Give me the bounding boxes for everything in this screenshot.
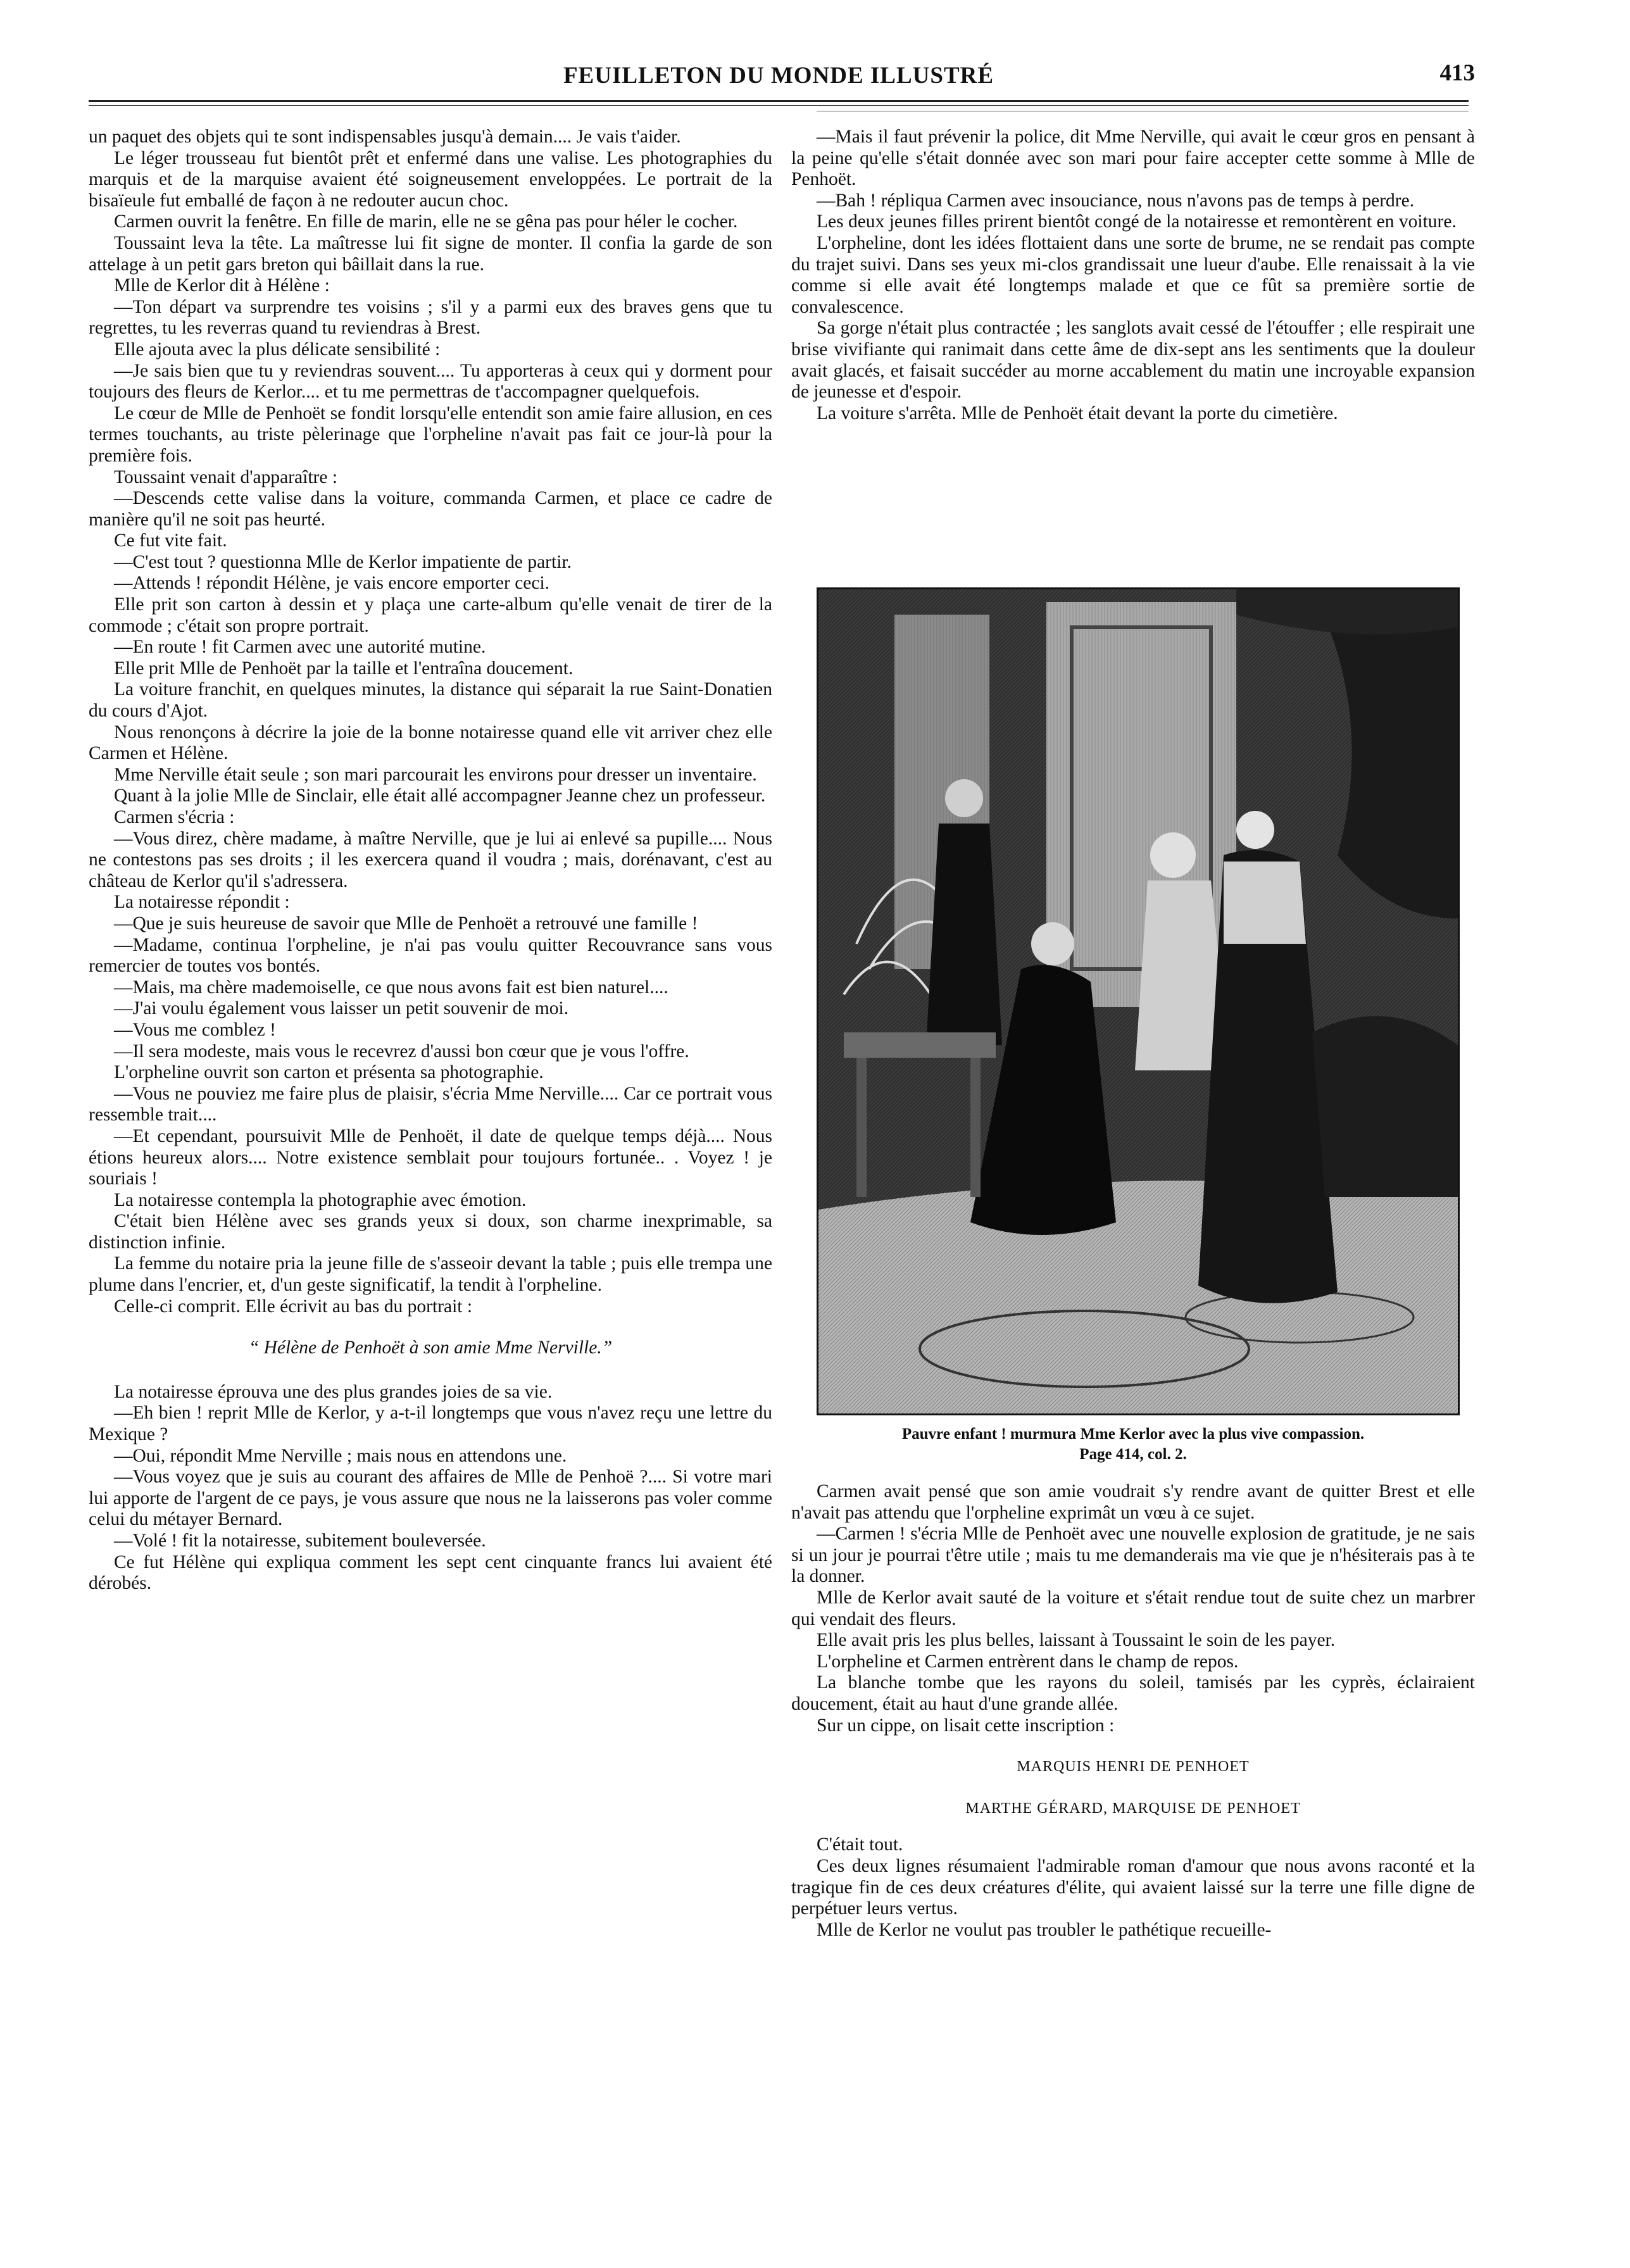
tomb-inscription-line: MARQUIS HENRI DE PENHOET xyxy=(1017,1758,1250,1776)
paragraph: C'était bien Hélène avec ses grands yeux si doux, son charme inexprimable, sa distinction infinie. xyxy=(89,1211,772,1253)
page-number: 413 xyxy=(1439,60,1475,86)
paragraph: Mlle de Kerlor avait sauté de la voiture et s'était rendue tout de suite chez un marbrer qui vendait des fleurs. xyxy=(791,1587,1475,1629)
running-title: FEUILLETON DU MONDE ILLUSTRÉ xyxy=(563,63,994,89)
paragraph: La notairesse répondit : xyxy=(114,892,290,913)
paragraph: Carmen ouvrit la fenêtre. En fille de marin, elle ne se gêna pas pour héler le cocher. xyxy=(114,211,738,232)
paragraph: Carmen avait pensé que son amie voudrait s'y rendre avant de quitter Brest et elle n'avait pas attendu que l'orpheline exprimât un vœu à ce sujet. xyxy=(791,1481,1475,1523)
paragraph: Elle avait pris les plus belles, laissant à Toussaint le soin de les payer. xyxy=(817,1630,1336,1651)
paragraph: Ces deux lignes résumaient l'admirable roman d'amour que nous avons raconté et la tragique fin de ces deux créatures d'élite, qui avaient laissé sur la terre une fille digne de perpétuer leurs vertus. xyxy=(791,1855,1475,1919)
caption-line-1: Pauvre enfant ! murmura Mme Kerlor avec la plus vive compassion. xyxy=(901,1425,1365,1443)
paragraph: Ce fut Hélène qui expliqua comment les sept cent cinquante francs lui avaient été dérobés. xyxy=(89,1551,772,1594)
paragraph: La voiture franchit, en quelques minutes, la distance qui séparait la rue Saint-Donatien du cours d'Ajot. xyxy=(89,679,772,722)
paragraph: —Oui, répondit Mme Nerville ; mais nous en attendons une. xyxy=(114,1445,567,1466)
paragraph: —Mais, ma chère mademoiselle, ce que nous avons fait est bien naturel.... xyxy=(114,977,668,998)
paragraph: La femme du notaire pria la jeune fille de s'asseoir devant la table ; puis elle trempa une plume dans l'encrier, et, d'un geste significatif, la tendit à l'orpheline. xyxy=(89,1253,772,1296)
illustration-caption xyxy=(791,1424,1475,1465)
paragraph: Mme Nerville était seule ; son mari parcourait les environs pour dresser un inventaire. xyxy=(114,764,757,785)
paragraph: C'était tout. xyxy=(817,1834,903,1855)
paragraph: —Eh bien ! reprit Mlle de Kerlor, y a-t-il longtemps que vous n'avez reçu une lettre du Mexique ? xyxy=(89,1403,772,1445)
paragraph: Celle-ci comprit. Elle écrivit au bas du portrait : xyxy=(114,1296,473,1317)
paragraph: —Bah ! répliqua Carmen avec insouciance, nous n'avons pas de temps à perdre. xyxy=(817,190,1415,211)
paragraph: —Carmen ! s'écria Mlle de Penhoët avec une nouvelle explosion de gratitude, je ne sais si un jour je pourrai t'être utile ; mais tu me demanderais ma vie que je n'hésiterais pas à te la donner. xyxy=(791,1524,1475,1587)
paragraph: —Il sera modeste, mais vous le recevrez d'aussi bon cœur que je vous l'offre. xyxy=(114,1041,689,1062)
tomb-inscription-line: MARTHE GÉRARD, MARQUISE DE PENHOET xyxy=(965,1800,1301,1817)
paragraph: Elle prit Mlle de Penhoët par la taille et l'entraîna doucement. xyxy=(114,658,574,679)
paragraph: Ce fut vite fait. xyxy=(114,530,227,551)
paragraph: La notairesse contempla la photographie avec émotion. xyxy=(114,1189,527,1210)
page-header xyxy=(89,56,1475,106)
paragraph: Sa gorge n'était plus contractée ; les sanglots avait cessé de l'étouffer ; elle respirait une brise vivifiante qui ranimait dans cette âme de dix-sept ans les sentiments que la douleur avait glacés, et faisait succéder au morne accablement du matin une incroyable expansion de jeunesse et d'espoir. xyxy=(791,318,1475,403)
paragraph: Sur un cippe, on lisait cette inscription : xyxy=(817,1715,1115,1736)
paragraph: Les deux jeunes filles prirent bientôt congé de la notairesse et remontèrent en voiture. xyxy=(817,211,1457,232)
paragraph: —Ton départ va surprendre tes voisins ; s'il y a parmi eux des braves gens que tu regrettes, tu les reverras quand tu reviendras à Brest. xyxy=(89,296,772,339)
paragraph: —En route ! fit Carmen avec une autorité mutine. xyxy=(114,637,486,658)
paragraph: L'orpheline et Carmen entrèrent dans le champ de repos. xyxy=(817,1651,1239,1672)
paragraph: —Volé ! fit la notairesse, subitement bouleversée. xyxy=(114,1531,486,1551)
paragraph: —Vous voyez que je suis au courant des affaires de Mlle de Penhoë ?.... Si votre mari lui apporte de l'argent de ce pays, je vous assure que nous ne la laisserons pas voler comme celui du métayer Bernard. xyxy=(89,1467,772,1530)
paragraph: —Mais il faut prévenir la police, dit Mme Nerville, qui avait le cœur gros en pensant à la peine qu'elle s'était donnée avec son mari pour faire accepter cette somme à Mlle de Penhoët. xyxy=(791,127,1475,190)
paragraph: Mlle de Kerlor dit à Hélène : xyxy=(114,275,330,296)
paragraph: La voiture s'arrêta. Mlle de Penhoët était devant la porte du cimetière. xyxy=(817,403,1338,423)
caption-line-2: Page 414, col. 2. xyxy=(1079,1446,1187,1463)
paragraph: Carmen s'écria : xyxy=(114,807,235,827)
engraving-illustration xyxy=(817,587,1460,1415)
paragraph: —Vous me comblez ! xyxy=(114,1019,276,1040)
paragraph: —Attends ! répondit Hélène, je vais encore emporter ceci. xyxy=(114,573,550,594)
paragraph: —Je sais bien que tu y reviendras souvent.... Tu apporteras à ceux qui y dorment pour toujours des fleurs de Kerlor.... et tu me permettras de t'accompagner quelquefois. xyxy=(89,360,772,403)
left-column xyxy=(89,127,772,1594)
paragraph: L'orpheline ouvrit son carton et présenta sa photographie. xyxy=(114,1062,544,1083)
paragraph: Toussaint leva la tête. La maîtresse lui fit signe de monter. Il confia la garde de son attelage à un petit gars breton qui bâillait dans la rue. xyxy=(89,232,772,275)
paragraph: Nous renonçons à décrire la joie de la bonne notairesse quand elle vit arriver chez elle Carmen et Hélène. xyxy=(89,722,772,764)
paragraph: Quant à la jolie Mlle de Sinclair, elle était allé accompagner Jeanne chez un professeur. xyxy=(114,786,766,806)
paragraph: Elle ajouta avec la plus délicate sensibilité : xyxy=(114,339,441,360)
paragraph: La notairesse éprouva une des plus grandes joies de sa vie. xyxy=(114,1381,553,1402)
paragraph: Le cœur de Mlle de Penhoët se fondit lorsqu'elle entendit son amie faire allusion, en ces termes touchants, au triste pèlerinage que l'orpheline n'avait pas fait ce jour-là pour la première fois. xyxy=(89,403,772,466)
paragraph: La blanche tombe que les rayons du soleil, tamisés par les cyprès, éclairaient doucement, était au haut d'une grande allée. xyxy=(791,1672,1475,1714)
salon-scene-image xyxy=(818,589,1458,1413)
paragraph: Mlle de Kerlor ne voulut pas troubler le pathétique recueille- xyxy=(817,1919,1272,1940)
header-rule-thin xyxy=(89,105,1469,106)
paragraph: —Descends cette valise dans la voiture, commanda Carmen, et place ce cadre de manière qu'il ne soit pas heurté. xyxy=(89,488,772,530)
paragraph: —Vous ne pouviez me faire plus de plaisir, s'écria Mme Nerville.... Car ce portrait vous ressemble trait.... xyxy=(89,1083,772,1125)
paragraph: L'orpheline, dont les idées flottaient dans une sorte de brume, ne se rendait pas compte du trajet suivi. Dans ses yeux mi-clos grandissait une lueur d'aube. Elle renaissait à la vie comme si elle avait été longtemps malade et que ce fût sa première sortie de convalescence. xyxy=(791,232,1475,317)
paragraph: —J'ai voulu également vous laisser un petit souvenir de moi. xyxy=(114,998,569,1019)
paragraph: —Et cependant, poursuivit Mlle de Penhoët, il date de quelque temps déjà.... Nous étions heureux alors.... Notre existence semblait pour toujours fortunée.. . Voyez ! je souriais ! xyxy=(89,1125,772,1189)
paragraph: —Vous direz, chère madame, à maître Nerville, que je lui ai enlevé sa pupille.... Nous ne contestons pas ses droits ; il les exercera quand il voudra ; mais, dorénavant, c'est au château de Kerlor qu'il s'adressera. xyxy=(89,828,772,891)
portrait-dedication: “ Hélène de Penhoët à son amie Mme Nerville.” xyxy=(248,1338,613,1358)
paragraph: un paquet des objets qui te sont indispensables jusqu'à demain.... Je vais t'aider. xyxy=(89,127,681,147)
paragraph: Elle prit son carton à dessin et y plaça une carte-album qu'elle venait de tirer de la commode ; c'était son propre portrait. xyxy=(89,594,772,636)
paragraph: Le léger trousseau fut bientôt prêt et enfermé dans une valise. Les photographies du marquis et de la marquise avaient été soigneusement enveloppées. Le portrait de la bisaïeule fut emballé de façon à ne redouter aucun choc. xyxy=(89,147,772,211)
right-column-bottom xyxy=(791,1481,1475,1941)
paragraph: —C'est tout ? questionna Mlle de Kerlor impatiente de partir. xyxy=(114,551,572,572)
paragraph: —Que je suis heureuse de savoir que Mlle de Penhoët a retrouvé une famille ! xyxy=(114,913,698,934)
paragraph: —Madame, continua l'orpheline, je n'ai pas voulu quitter Recouvrance sans vous remercier de toutes vos bontés. xyxy=(89,934,772,977)
right-column-top xyxy=(791,127,1475,424)
paragraph: Toussaint venait d'apparaître : xyxy=(114,467,338,487)
header-rule xyxy=(89,100,1469,102)
